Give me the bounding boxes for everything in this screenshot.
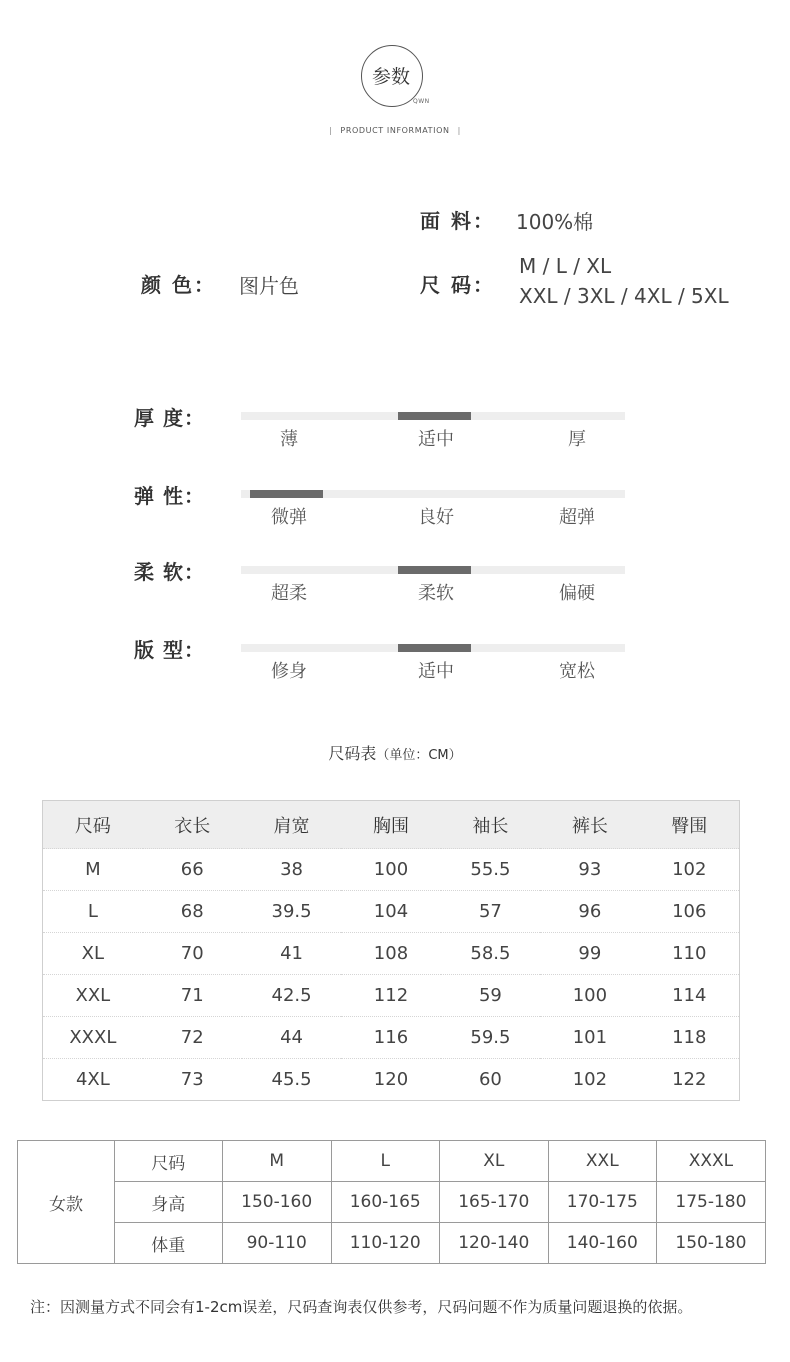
size-table-header [43, 801, 740, 849]
table-cell: XXL [548, 1141, 656, 1182]
scale-track [241, 412, 625, 420]
scale-indicator [250, 490, 323, 498]
table-cell: 116 [341, 1017, 440, 1059]
table-cell: 110-120 [331, 1223, 439, 1264]
color-label: 颜 色： [141, 273, 216, 297]
scale-tick-label: 薄 [280, 429, 298, 450]
table-cell: 108 [341, 933, 440, 975]
table-cell: 58.5 [441, 933, 541, 975]
table-cell: 42.5 [242, 975, 342, 1017]
women-group-label: 女款 [18, 1141, 115, 1264]
scale-tick-label: 超柔 [271, 583, 307, 604]
table-row [18, 1223, 766, 1264]
table-cell: 44 [242, 1017, 342, 1059]
scale-track [241, 644, 625, 652]
size-label: 尺 码： [420, 273, 495, 297]
size-table-header-cell: 衣长 [143, 801, 242, 849]
table-cell: 165-170 [439, 1182, 548, 1223]
scale-indicator [398, 566, 471, 574]
divider-right: | [457, 126, 461, 135]
table-cell: 170-175 [548, 1182, 656, 1223]
table-cell: 68 [143, 891, 242, 933]
table-cell: 112 [341, 975, 440, 1017]
table-cell: 71 [143, 975, 242, 1017]
table-cell: 114 [640, 975, 740, 1017]
size-table-header-cell: 裤长 [540, 801, 639, 849]
table-cell: 72 [143, 1017, 242, 1059]
table-cell: 38 [242, 849, 342, 891]
table-cell: 4XL [43, 1059, 143, 1101]
table-cell: 90-110 [222, 1223, 331, 1264]
fabric-value: 100%棉 [516, 210, 594, 234]
table-cell: 尺码 [114, 1141, 222, 1182]
scale-tick-label: 超弹 [559, 507, 595, 528]
table-row [43, 849, 740, 891]
size-value-line1: M / L / XL [519, 254, 612, 278]
table-cell: 100 [341, 849, 440, 891]
size-table-title [0, 741, 790, 764]
scale-tick-label: 厚 [568, 429, 586, 450]
table-cell: 41 [242, 933, 342, 975]
table-cell: 60 [441, 1059, 541, 1101]
divider-left: | [329, 126, 333, 135]
table-cell: 118 [640, 1017, 740, 1059]
table-cell: 73 [143, 1059, 242, 1101]
table-cell: 59 [441, 975, 541, 1017]
table-cell: 160-165 [331, 1182, 439, 1223]
scale-tick-label: 偏硬 [559, 583, 595, 604]
table-cell: XXXL [656, 1141, 765, 1182]
table-cell: 120 [341, 1059, 440, 1101]
scale-label: 弹 性： [134, 484, 205, 508]
table-row [18, 1182, 766, 1223]
scale-label: 厚 度： [134, 406, 205, 430]
table-cell: XXXL [43, 1017, 143, 1059]
size-table-header-cell: 尺码 [43, 801, 143, 849]
table-cell: XXL [43, 975, 143, 1017]
table-cell: 身高 [114, 1182, 222, 1223]
size-table-header-cell: 肩宽 [242, 801, 342, 849]
table-row [43, 933, 740, 975]
fabric-label: 面 料： [420, 209, 495, 233]
table-cell: 102 [540, 1059, 639, 1101]
table-cell: 55.5 [441, 849, 541, 891]
table-cell: 66 [143, 849, 242, 891]
table-cell: 101 [540, 1017, 639, 1059]
table-cell: 57 [441, 891, 541, 933]
table-cell: 59.5 [441, 1017, 541, 1059]
scale-track [241, 566, 625, 574]
table-cell: 122 [640, 1059, 740, 1101]
size-table-unit: （单位：CM） [376, 748, 462, 763]
color-value: 图片色 [239, 274, 299, 298]
scale-tick-label: 适中 [418, 661, 454, 682]
table-cell: 体重 [114, 1223, 222, 1264]
product-information-label: PRODUCT INFORMATION [340, 126, 450, 135]
table-cell: 175-180 [656, 1182, 765, 1223]
size-table [42, 800, 740, 1101]
women-size-table [17, 1140, 766, 1264]
scale-indicator [398, 644, 471, 652]
product-information-line [250, 126, 540, 135]
table-cell: L [331, 1141, 439, 1182]
size-table-header-cell: 胸围 [341, 801, 440, 849]
scale-label: 柔 软： [134, 560, 205, 584]
scale-track [241, 490, 625, 498]
table-row [43, 1017, 740, 1059]
size-table-header-cell: 臀围 [640, 801, 740, 849]
table-cell: 140-160 [548, 1223, 656, 1264]
table-cell: 45.5 [242, 1059, 342, 1101]
table-cell: M [222, 1141, 331, 1182]
scale-indicator [398, 412, 471, 420]
scale-tick-label: 宽松 [559, 661, 595, 682]
size-value-line2: XXL / 3XL / 4XL / 5XL [519, 284, 729, 308]
table-cell: 106 [640, 891, 740, 933]
header-sub: QWN [413, 98, 430, 105]
table-row [43, 891, 740, 933]
size-table-header-cell: 袖长 [441, 801, 541, 849]
scale-tick-label: 柔软 [418, 583, 454, 604]
table-cell: 93 [540, 849, 639, 891]
scale-label: 版 型： [134, 638, 205, 662]
header-title: 参数 [371, 66, 410, 88]
table-cell: M [43, 849, 143, 891]
scale-tick-label: 微弹 [271, 507, 307, 528]
table-cell: 70 [143, 933, 242, 975]
table-cell: 104 [341, 891, 440, 933]
scale-tick-label: 修身 [271, 661, 307, 682]
table-cell: 99 [540, 933, 639, 975]
table-cell: 100 [540, 975, 639, 1017]
scale-tick-label: 适中 [418, 429, 454, 450]
table-cell: L [43, 891, 143, 933]
table-cell: 150-160 [222, 1182, 331, 1223]
table-cell: 102 [640, 849, 740, 891]
table-row [43, 975, 740, 1017]
measurement-note: 注：因测量方式不同会有1-2cm误差，尺码查询表仅供参考，尺码问题不作为质量问题退换的依据。 [30, 1298, 693, 1316]
scale-tick-label: 良好 [418, 507, 454, 528]
table-row [43, 1059, 740, 1101]
size-table-title-text: 尺码表 [328, 744, 377, 763]
table-cell: 150-180 [656, 1223, 765, 1264]
women-size-table-body [18, 1141, 766, 1264]
size-table-body [43, 849, 740, 1101]
table-cell: XL [43, 933, 143, 975]
table-cell: XL [439, 1141, 548, 1182]
table-cell: 39.5 [242, 891, 342, 933]
table-cell: 110 [640, 933, 740, 975]
table-row [18, 1141, 766, 1182]
table-cell: 120-140 [439, 1223, 548, 1264]
table-cell: 96 [540, 891, 639, 933]
